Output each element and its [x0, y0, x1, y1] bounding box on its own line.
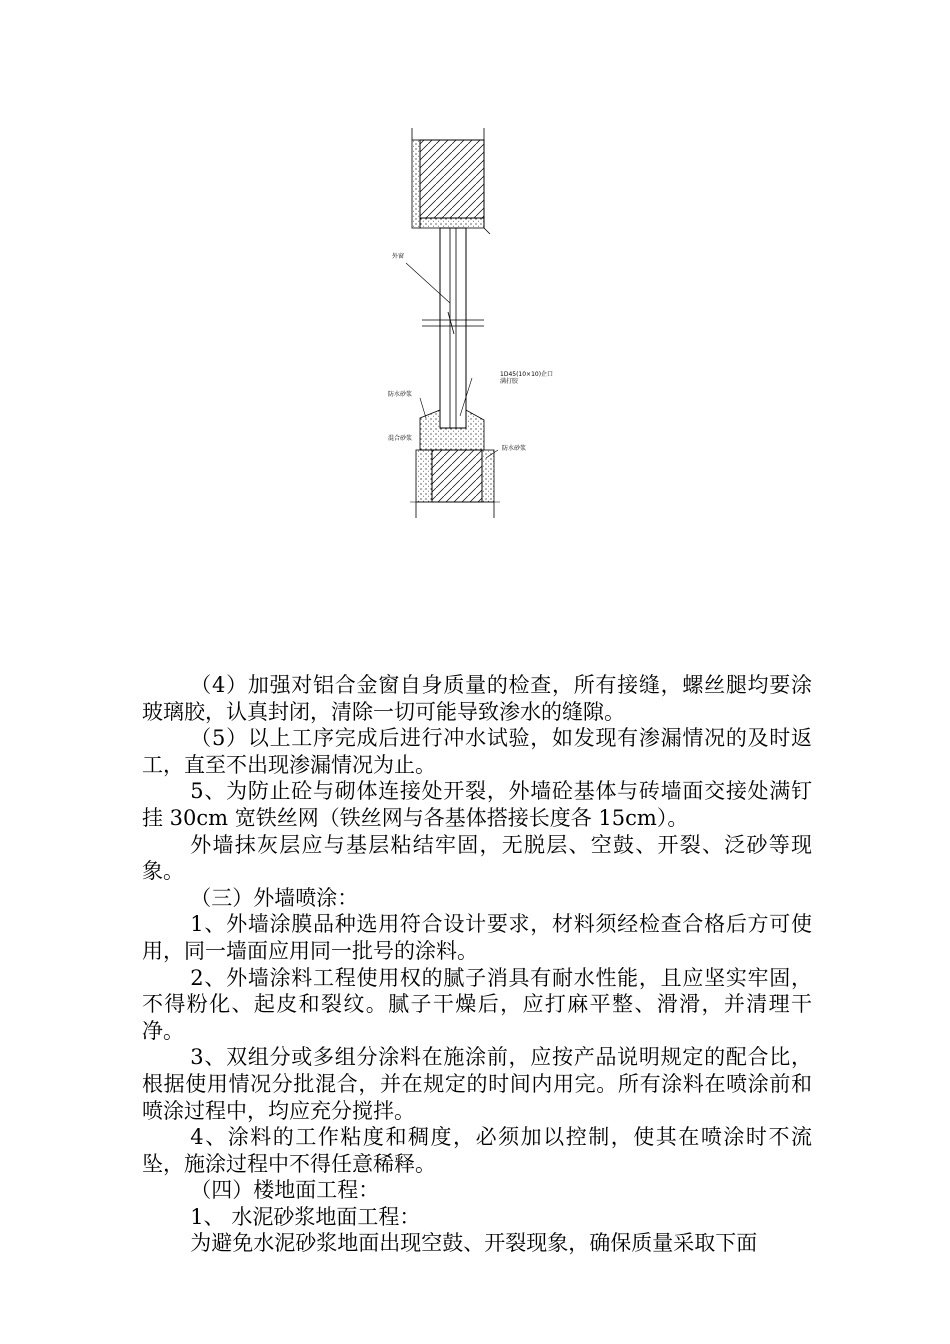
sill-brick [432, 450, 482, 502]
window-frame [440, 228, 466, 428]
body-text [142, 672, 812, 1257]
sill-plaster-left [416, 450, 432, 502]
paragraph-plaster-bonding: 外墙抹灰层应与基层粘结牢固，无脱层、空鼓、开裂、泛砂等现象。 [142, 832, 812, 884]
paragraph-spray-3: 3、双组分或多组分涂料在施涂前，应按产品说明规定的配合比，根据使用情况分批混合，并在规定的时间内用完。所有涂料在喷涂前和喷涂过程中，均应充分搅拌。 [142, 1045, 812, 1123]
paragraph-wire-mesh: 5、为防止砼与砌体连接处开裂，外墙砼基体与砖墙面交接处满钉挂 30cm 宽铁丝网（铁丝网与各基体搭接长度各 15cm）。 [142, 779, 812, 830]
lintel-plaster [412, 140, 420, 228]
paragraph-4-window-check: （4）加强对铝合金窗自身质量的检查，所有接缝，螺丝腿均要涂玻璃胶，认真封闭，清除一切可能导致渗水的缝隙。 [142, 673, 812, 724]
paragraph-spray-1: 1、外墙涂膜品种选用符合设计要求，材料须经检查合格后方可使用，同一墙面应用同一批号的涂料。 [142, 912, 812, 963]
paragraph-cement-floor: 为避免水泥砂浆地面出现空鼓、开裂现象，确保质量采取下面 [190, 1231, 758, 1256]
paragraph-5-water-test: （5）以上工序完成后进行冲水试验，如发现有渗漏情况的及时返工，直至不出现渗漏情况为止。 [142, 726, 812, 777]
paragraph-spray-2: 2、外墙涂料工程使用权的腻子消具有耐水性能，且应坚实牢固，不得粉化、起皮和裂纹。腻子干燥后，应打麻平整、滑滑，并清理干净。 [142, 965, 812, 1043]
label-waterproof-mortar-left: 防水砂浆 [388, 391, 413, 398]
sill-plaster-right [482, 450, 494, 502]
label-window: 外窗 [392, 253, 405, 260]
paragraph-spray-4: 4、涂料的工作粘度和稠度，必须加以控制，使其在喷涂时不流坠，施涂过程中不得任意稀释。 [142, 1125, 812, 1176]
subheading-cement-floor: 1、 水泥砂浆地面工程： [190, 1204, 421, 1229]
section-svg [380, 128, 570, 518]
sill-mortar [420, 410, 484, 450]
lintel-concrete [420, 140, 484, 218]
section-heading-spray: （三）外墙喷涂： [190, 885, 359, 910]
window-section-drawing [380, 128, 570, 518]
lintel-plaster-bottom [420, 218, 484, 228]
label-mixed-mortar: 混合砂浆 [388, 435, 413, 442]
section-heading-floor: （四）楼地面工程： [190, 1178, 380, 1203]
label-sealant: 1D45(10×10)企口满打胶 [500, 371, 554, 385]
label-waterproof-mortar-right: 防水砂浆 [502, 445, 527, 452]
